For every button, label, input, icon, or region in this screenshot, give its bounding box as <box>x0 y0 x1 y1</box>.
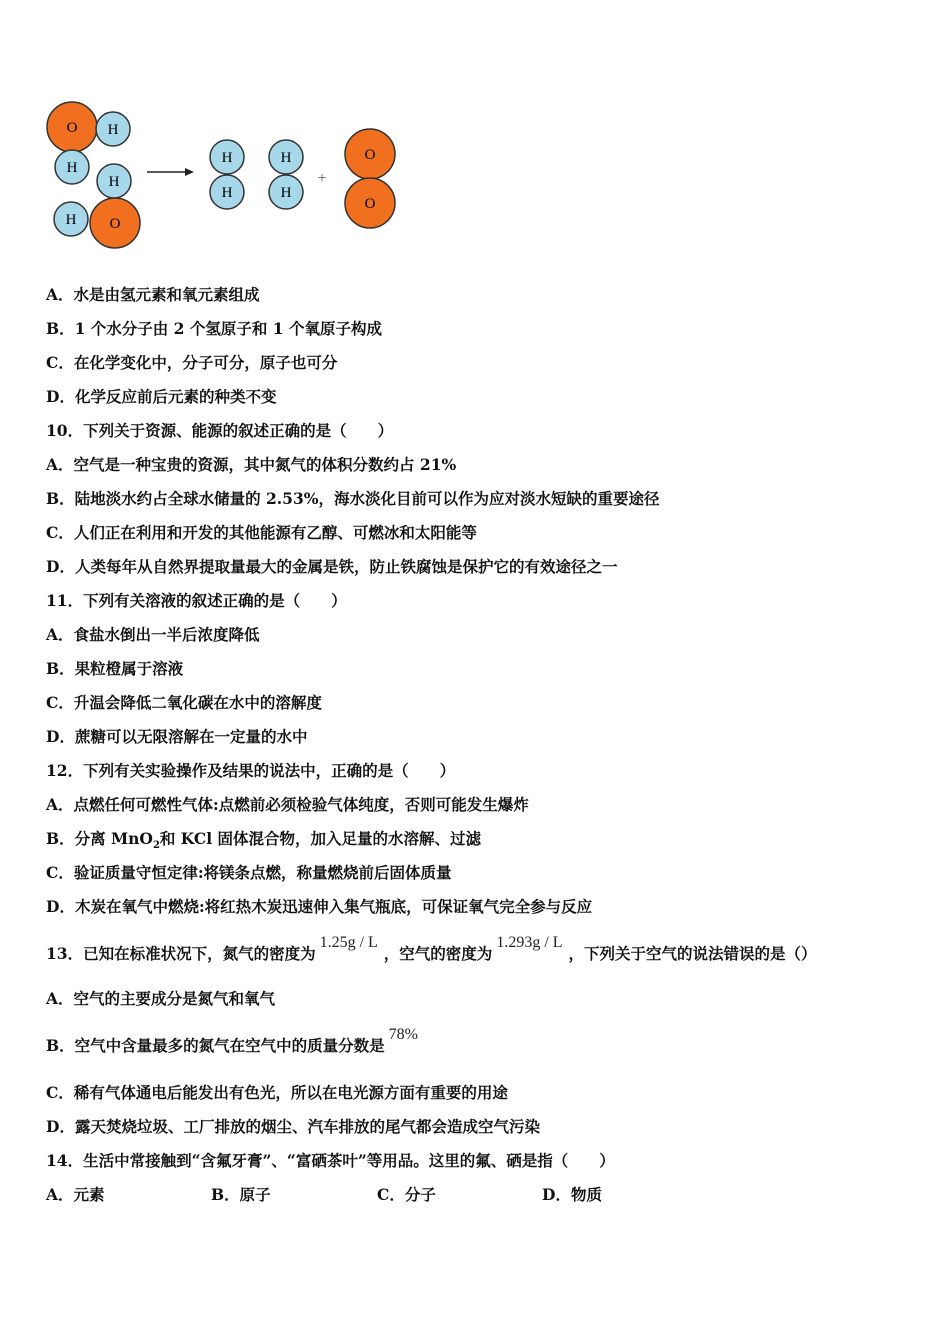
oxygen-molecule-product <box>345 129 395 228</box>
atom-label: H <box>108 174 120 190</box>
q14-option-d: D．物质 <box>542 1185 602 1204</box>
q13-option-b <box>46 1026 424 1057</box>
atom-label: H <box>280 185 292 201</box>
q12-option-b-text: B．分离 MnO <box>46 829 153 848</box>
q14-option-a: A．元素 <box>46 1185 105 1204</box>
nitrogen-density-value: 1.25g / L <box>319 934 378 951</box>
atom-label: H <box>280 150 292 166</box>
q10-option-d: D．人类每年从自然界提取量最大的金属是铁，防止铁腐蚀是保护它的有效途径之一 <box>46 557 618 576</box>
q10-option-c: C．人们正在利用和开发的其他能源有乙醇、可燃冰和太阳能等 <box>46 523 477 542</box>
atom-label: H <box>66 160 78 176</box>
reaction-arrow <box>147 168 194 176</box>
q9-option-c: C．在化学变化中，分子可分，原子也可分 <box>46 353 338 372</box>
q9-option-d: D．化学反应前后元素的种类不变 <box>46 387 277 406</box>
q11-option-a: A．食盐水倒出一半后浓度降低 <box>46 625 260 644</box>
q13-stem <box>46 934 817 965</box>
water-molecules-reactants <box>47 102 140 248</box>
q11-option-b: B．果粒橙属于溶液 <box>46 659 184 678</box>
q13-stem-text: ，下列关于空气的说法错误的是（） <box>568 944 817 963</box>
q13-stem-text: 13．已知在标准状况下，氮气的密度为 <box>46 944 316 963</box>
atom-label: H <box>221 185 233 201</box>
q12-option-c: C．验证质量守恒定律:将镁条点燃，称量燃烧前后固体质量 <box>46 863 452 882</box>
hydrogen-molecules-products <box>210 140 303 209</box>
nitrogen-fraction-value: 78% <box>388 1026 418 1043</box>
q14-options <box>46 1185 602 1205</box>
q9-option-a: A．水是由氢元素和氧元素组成 <box>46 285 260 304</box>
q9-option-b: B．1 个水分子由 2 个氢原子和 1 个氧原子构成 <box>46 319 382 338</box>
atom-label: H <box>65 212 77 228</box>
atom-label: O <box>66 120 78 136</box>
q12-option-a: A．点燃任何可燃性气体:点燃前必须检验气体纯度，否则可能发生爆炸 <box>46 795 529 814</box>
q14-option-b: B．原子 <box>211 1185 271 1204</box>
water-electrolysis-diagram <box>40 95 410 255</box>
atom-label: O <box>109 216 121 232</box>
q11-option-c: C．升温会降低二氧化碳在水中的溶解度 <box>46 693 322 712</box>
atom-label: O <box>364 196 376 212</box>
subscript: 2 <box>152 840 160 852</box>
q12-stem: 12．下列有关实验操作及结果的说法中，正确的是（ ） <box>46 761 456 780</box>
q13-stem-text: ，空气的密度为 <box>383 944 493 963</box>
q13-option-a: A．空气的主要成分是氮气和氧气 <box>46 989 276 1008</box>
plus-sign: + <box>317 170 327 187</box>
q13-option-d: D．露天焚烧垃圾、工厂排放的烟尘、汽车排放的尾气都会造成空气污染 <box>46 1117 540 1136</box>
atom-label: H <box>107 122 119 138</box>
q13-option-b-text: B．空气中含量最多的氮气在空气中的质量分数是 <box>46 1036 385 1055</box>
q13-option-c: C．稀有气体通电后能发出有色光，所以在电光源方面有重要的用途 <box>46 1083 508 1102</box>
q10-option-a: A．空气是一种宝贵的资源，其中氮气的体积分数约占 21% <box>46 455 457 474</box>
atom-label: O <box>364 147 376 163</box>
q14-option-c: C．分子 <box>377 1185 436 1204</box>
q10-option-b: B．陆地淡水约占全球水储量的 2.53%，海水淡化目前可以作为应对淡水短缺的重要途径 <box>46 489 660 508</box>
q12-option-b <box>46 829 481 856</box>
q11-option-d: D．蔗糖可以无限溶解在一定量的水中 <box>46 727 308 746</box>
atom-label: H <box>221 150 233 166</box>
q14-stem: 14．生活中常接触到“含氟牙膏”、“富硒茶叶”等用品。这里的氟、硒是指（ ） <box>46 1151 615 1170</box>
q12-option-b-text: 和 KCl 固体混合物，加入足量的水溶解、过滤 <box>159 829 481 848</box>
q12-option-d: D．木炭在氧气中燃烧:将红热木炭迅速伸入集气瓶底，可保证氧气完全参与反应 <box>46 897 593 916</box>
q10-stem: 10．下列关于资源、能源的叙述正确的是（ ） <box>46 421 394 440</box>
air-density-value: 1.293g / L <box>496 934 563 951</box>
q11-stem: 11．下列有关溶液的叙述正确的是（ ） <box>46 591 347 610</box>
